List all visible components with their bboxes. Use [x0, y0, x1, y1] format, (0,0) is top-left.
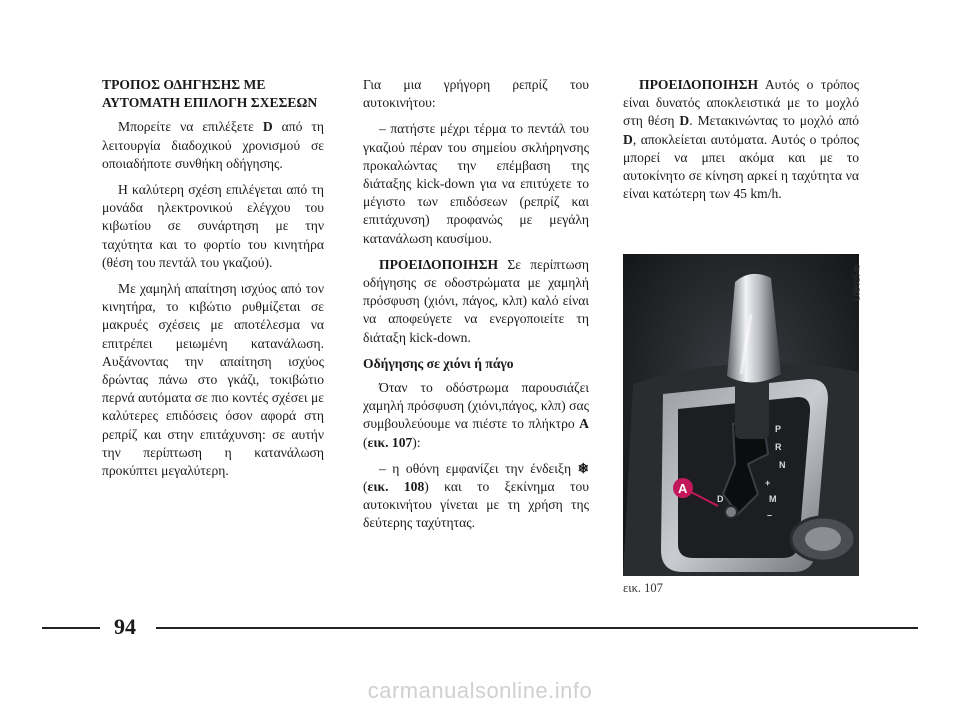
figure-code-text: L0B0254b — [852, 264, 862, 301]
gate-m: M — [769, 494, 777, 504]
figure-caption: εικ. 107 — [623, 581, 663, 595]
text: – η οθόνη εμφανίζει την ένδειξη — [379, 460, 578, 476]
text: Μπορείτε να επιλέξετε — [118, 119, 263, 135]
section-heading — [102, 76, 324, 112]
gear-selector-illustration — [623, 254, 859, 576]
column-left — [102, 76, 324, 488]
text: από τη λειτουργία διαδοχικού χρονισμού σε οποιαδήποτε συνθήκη οδήγησης. — [102, 119, 324, 171]
gate-d: D — [717, 494, 724, 504]
snowflake-icon: ❄ — [577, 460, 589, 476]
gate-p: P — [775, 424, 782, 434]
fig-ref-107: εικ. 107 — [367, 434, 413, 450]
warning-kickdown — [363, 256, 589, 347]
text: ( — [363, 434, 368, 450]
console-knob-center — [805, 527, 841, 551]
watermark: carmanualsonline.info — [367, 678, 593, 703]
warning-label: ΠΡΟΕΙΔΟΠΟΙΗΣΗ — [379, 256, 499, 272]
gate-n: N — [779, 460, 786, 470]
paragraph-display — [363, 460, 589, 533]
warning-snow-mode — [623, 76, 859, 203]
text: . Μετακινώντας το μοχλό από — [689, 113, 860, 129]
bold-d: D — [623, 131, 633, 147]
fig-ref-108: εικ. 108 — [367, 479, 425, 495]
paragraph-quick-pickup: Για μια γρήγορη ρεπρίζ του αυτοκινήτου: — [363, 77, 589, 111]
footer-rule-left — [42, 627, 100, 629]
warning-label: ΠΡΟΕΙΔΟΠΟΙΗΣΗ — [639, 77, 759, 92]
paragraph-kickdown: – πατήστε μέχρι τέρμα το πεντάλ του γκαζιού πέραν του σημείου σκλήρηνσης προκαλώντας την επέμβαση της διάταξης kick-down για να επιτύχετε το μέγιστο των επιδόσεων (ρεπρίζ και επιτάχυνση) προφανώς με μεγάλη κατανάλωση καυσίμου. — [363, 121, 589, 246]
column-middle — [363, 76, 589, 541]
text: ( — [363, 479, 368, 495]
snow-mode-button — [725, 506, 737, 518]
paragraph-1 — [102, 118, 324, 173]
bold-d: D — [262, 119, 273, 135]
warning-text: Σε περίπτωση οδήγησης σε οδοστρώματα με χαμηλή πρόσφυση (χιόνι, πάγος, κλπ) καλό είναι να αποφεύγετε να ενεργοποιείτε τη διάταξη kick-down. — [363, 256, 589, 345]
bold-a: A — [579, 416, 589, 432]
bold-d: D — [679, 113, 690, 129]
text: , αποκλείεται αυτόματα. Αυτός ο τρόπος μπορεί να μπει ακόμα και με το αυτοκίνητο σε κίνηση αρκεί η ταχύτητα να είναι κατώτερη των 45 km/h. — [623, 131, 859, 202]
callout-a-label: A — [678, 481, 688, 496]
gate-plus: + — [765, 478, 771, 488]
column-right — [623, 76, 859, 211]
paragraph-3: Με χαμηλή απαίτηση ισχύος από τον κινητήρα, το κιβώτιο ρυθμίζεται σε μακρυές σχέσεις με αποτέλεσμα να επιτρέπει μειωμένη κατανάλωση. Αυξάνοντας την απαίτηση ισχύος δρώντας πάνω στο γκάζι, τοκιβώτιο περνά αυτόματα σε πιο κοντές σχέσει με καλύτερες επιδόσεις όσον αφορά στη ρεπρίζ και στην επιτάχυνση: σε αυτήν την περίπτωση η κατανάλωση προκύπτει μεγαλύτερη. — [102, 281, 324, 479]
heading-line-1: ΤΡΟΠΟΣ ΟΔΗΓΗΣΗΣ ΜΕ — [102, 77, 266, 92]
page-number: 94 — [114, 614, 136, 639]
text: Αυτός ο τρόπος είναι δυνατός αποκλειστικά με το μοχλό στη θέση — [623, 77, 859, 129]
gate-r: R — [775, 442, 782, 452]
text: ): — [412, 434, 421, 450]
paragraph-2: Η καλύτερη σχέση επιλέγεται από τη μονάδα ηλεκτρονικού ελέγχου του κιβωτίου σε συνάρτηση με την ταχύτητα και το φορτίο του κινητήρα (θέση του πεντάλ του γκαζιού). — [102, 182, 324, 270]
snow-ice-heading: Οδήγησης σε χιόνι ή πάγο — [363, 355, 514, 371]
text: ) και το ξεκίνημα του αυτοκινήτου γίνεται με τη χρήση της δεύτερης ταχύτητας. — [363, 479, 589, 531]
paragraph-snow — [363, 379, 589, 452]
text: Όταν το οδόστρωμα παρουσιάζει χαμηλή πρόσφυση (χιόνι,πάγος, κλπ) σας συμβουλεύουμε να πιέστε το πλήκτρο — [363, 380, 589, 432]
figure-code — [852, 254, 873, 314]
heading-line-2: ΑΥΤΟΜΑΤΗ ΕΠΙΛΟΓΗ ΣΧΕΣΕΩΝ — [102, 95, 318, 111]
gate-minus: – — [767, 510, 773, 520]
footer-rule-right — [156, 627, 918, 629]
gear-selector-photo — [623, 254, 859, 576]
